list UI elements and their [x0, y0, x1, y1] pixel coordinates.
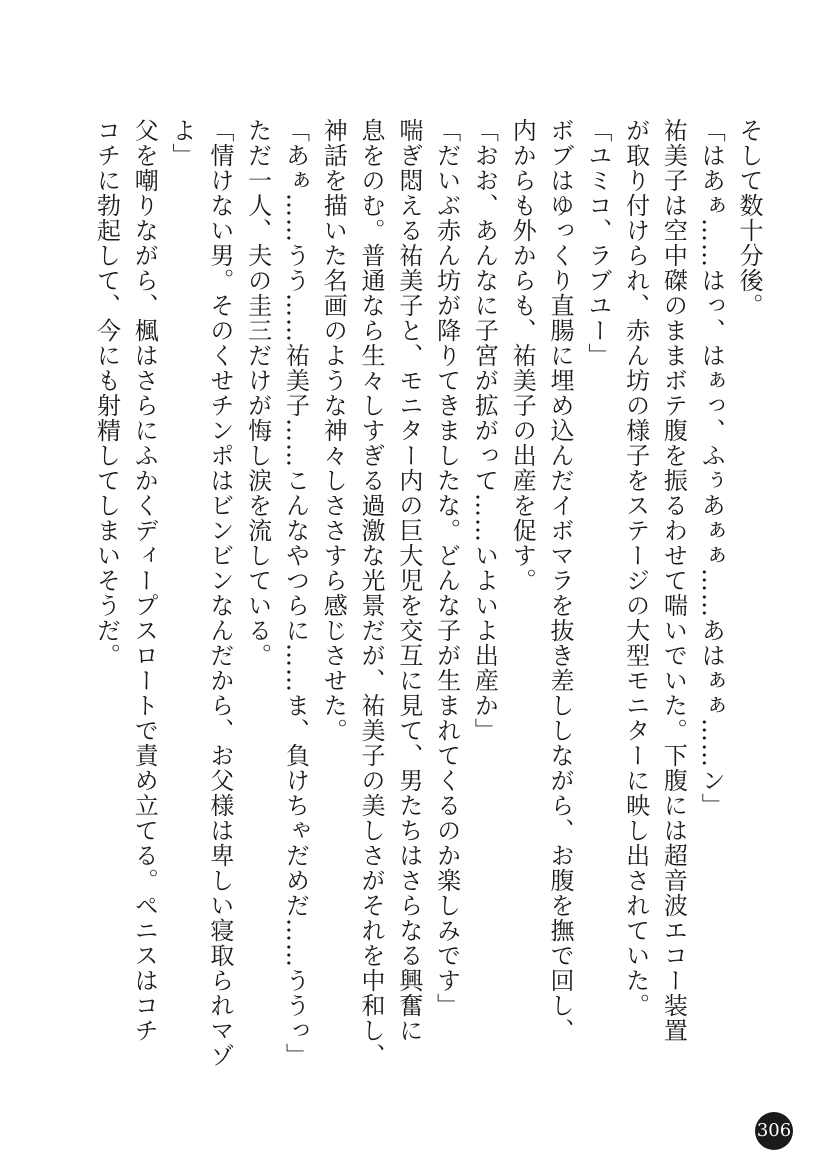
text-line: よ」 — [168, 118, 197, 168]
text-line: 「情けない男。そのくせチンポはビンビンなんだから、お父様は卑しい寝取られマゾ — [205, 118, 234, 1068]
text-line: 「はあぁ……はっ、はぁっ、ふぅあぁぁ……あはぁぁ……ン」 — [697, 118, 726, 818]
text-line: そして数十分後。 — [735, 118, 763, 318]
page-number: 306 — [755, 1112, 793, 1150]
text-line: が取り付けられ、赤ん坊の様子をステージの大型モニターに映し出されていた。 — [621, 118, 650, 1018]
text-line: 「ユミコ、ラブユー」 — [583, 118, 612, 368]
text-line: ただ一人、夫の圭三だけが悔し涙を流している。 — [243, 118, 272, 668]
text-line: 「あぁ……うう……祐美子……こんなやつらに……ま、負けちゃだめだ……ううっ」 — [281, 118, 310, 1068]
text-line: 祐美子は空中磔のままボテ腹を振るわせて喘いでいた。下腹には超音波エコー装置 — [659, 118, 688, 1043]
text-line: 息をのむ。普通なら生々しすぎる過激な光景だが、祐美子の美しさがそれを中和し、 — [357, 118, 386, 1068]
text-line: 神話を描いた名画のような神々しささすら感じさせた。 — [319, 118, 348, 743]
text-line: 「おお、あんなに子宮が拡がって……いよいよ出産か」 — [470, 118, 499, 743]
text-line: 父を嘲りながら、楓はさらにふかくディープスロートで責め立てる。ペニスはコチ — [130, 118, 159, 1043]
body-text — [87, 118, 767, 1068]
text-line: 喘ぎ悶える祐美子と、モニター内の巨大児を交互に見て、男たちはさらなる興奮に — [394, 118, 423, 1043]
text-line: ボブはゆっくり直腸に埋め込んだイボマラを抜き差ししながら、お腹を撫で回し、 — [546, 118, 575, 1043]
text-line: 内からも外からも、祐美子の出産を促す。 — [508, 118, 537, 593]
text-line: コチに勃起して、今にも射精してしまいそうだ。 — [92, 118, 121, 668]
text-line: 「だいぶ赤ん坊が降りてきましたな。どんな子が生まれてくるのか楽しみです」 — [432, 118, 461, 1018]
